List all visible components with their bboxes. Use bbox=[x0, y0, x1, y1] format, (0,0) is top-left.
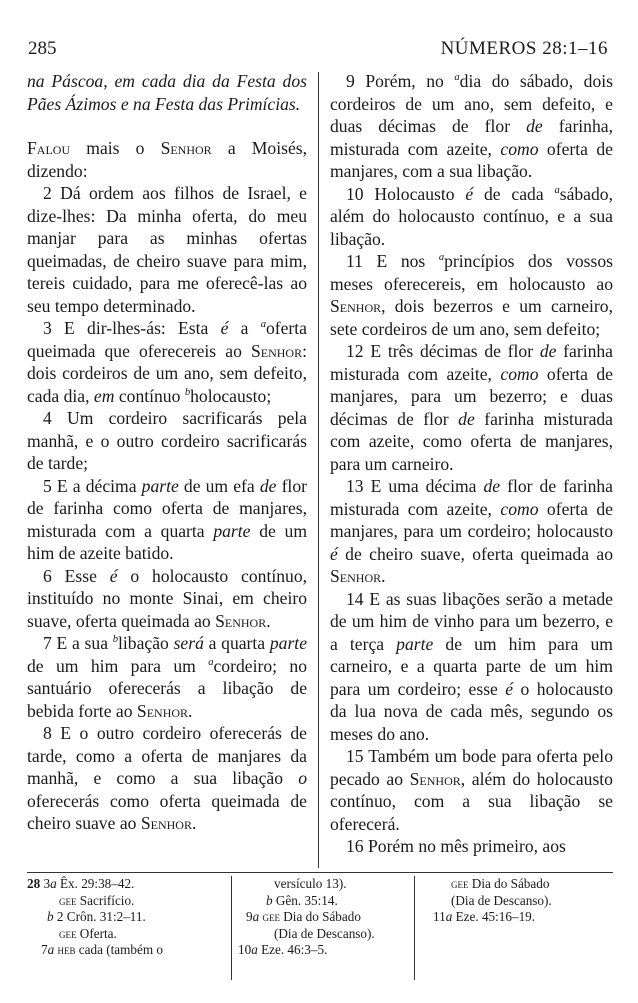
footnote-line: 28 3a Êx. 29:38–42. bbox=[27, 876, 135, 891]
footnote-line: b 2 Crôn. 31:2–11. bbox=[47, 909, 146, 925]
footnotes-column-1 bbox=[27, 876, 227, 959]
footnote-line: versículo 13). bbox=[274, 876, 347, 891]
verse-15: 15 Também um bode para oferta pelo pecado ao Senhor, além do holocausto contínuo, com a sua libação se oferecerá. bbox=[330, 746, 613, 834]
footnote-rule bbox=[27, 872, 613, 873]
verse-10: 10 Holocausto é de cada $^a$sábado, além do holocausto contínuo, e a sua libação. bbox=[330, 183, 613, 249]
verse-13: 13 E uma décima de flor de farinha misturada com azeite, como oferta de manjares, para um cordeiro; holocausto é de cheiro suave, oferta queimada ao Senhor. bbox=[330, 476, 613, 586]
verse-4: 4 Um cordeiro sacrificarás pela manhã, e o outro cordeiro sacrificarás de tarde; bbox=[27, 408, 307, 473]
footnote-line: 10a Eze. 46:3–5. bbox=[238, 942, 328, 958]
footnote-line: gee Dia do Sábado bbox=[451, 876, 550, 891]
verse-3: 3 E dir-lhes-ás: Esta é a $^a$oferta queimada que oferecereis ao Senhor: dois cordeiros de um ano, sem defeito, cada dia, em contínuo $^b$holocausto; bbox=[27, 318, 307, 406]
footnote-line: gee Sacrifício. bbox=[59, 892, 135, 908]
verse-2: 2 Dá ordem aos filhos de Israel, e dize-lhes: Da minha oferta, do meu manjar para as minhas ofertas queimadas, de cheiro suave para mim, tereis cuidado, para me oferecê-las ao seu tempo determinado. bbox=[27, 183, 307, 316]
footnote-line: 9a gee Dia do Sábado bbox=[246, 909, 361, 925]
footnote-line: b Gên. 35:14. bbox=[266, 892, 338, 908]
verse-11: 11 E nos $^a$princípios dos vossos meses oferecereis, em holocausto ao Senhor, dois bezerros e um carneiro, sete cordeiros de um ano, sem defeito; bbox=[330, 251, 613, 339]
verse-12: 12 E três décimas de flor de farinha misturada com azeite, como oferta de manjares, para um bezerro; e duas décimas de flor de farinha misturada com azeite, como oferta de manjares, para um carneiro. bbox=[330, 341, 613, 474]
verse-14: 14 E as suas libações serão a metade de um him de vinho para um bezerro, e a terça parte de um him para um carneiro, e a quarta parte de um him para um cordeiro; esse é o holocausto da lua nova de cada mês, segundo os meses do ano. bbox=[330, 588, 613, 744]
footnote-line: 11a Eze. 45:16–19. bbox=[433, 909, 536, 925]
page-number: 285 bbox=[28, 38, 57, 59]
chapter-intro: na Páscoa, em cada dia da Festa dos Pães Ázimos e na Festa das Primícias. bbox=[27, 71, 307, 114]
footnote-divider bbox=[231, 876, 232, 980]
footnotes-column-3 bbox=[423, 876, 613, 926]
column-divider bbox=[318, 72, 319, 868]
footnote-line: (Dia de Descanso). bbox=[451, 892, 552, 908]
verse-16: 16 Porém no mês primeiro, aos bbox=[346, 836, 566, 856]
text-column-right bbox=[330, 70, 613, 858]
footnote-line: gee Oferta. bbox=[59, 925, 117, 941]
verse-5: 5 E a décima parte de um efa de flor de farinha como oferta de manjares, misturada com a quarta parte de um him de azeite batido. bbox=[27, 475, 307, 563]
verse-6: 6 Esse é o holocausto contínuo, instituído no monte Sinai, em cheiro suave, oferta queimada ao Senhor. bbox=[27, 565, 308, 631]
footnote-line: 7a heb cada (também o bbox=[41, 942, 163, 958]
verse-1: Falou mais o Senhor a Moisés, dizendo: bbox=[27, 138, 307, 181]
verse-9: 9 Porém, no $^a$dia do sábado, dois cordeiros de um ano, sem defeito, e duas décimas de flor de farinha, misturada com azeite, como oferta de manjares, com a sua libação. bbox=[330, 71, 613, 181]
verse-7: 7 E a sua $^b$libação será a quarta parte de um him para um $^a$cordeiro; no santuário oferecerás a libação de bebida forte ao Senhor. bbox=[27, 633, 307, 721]
text-column-left bbox=[27, 70, 307, 835]
footnotes-column-2 bbox=[238, 876, 414, 959]
verse-8: 8 E o outro cordeiro oferecerás de tarde, como a oferta de manjares da manhã, e como a sua libação o oferecerás como oferta queimada de cheiro suave ao Senhor. bbox=[27, 723, 307, 833]
footnote-divider bbox=[414, 876, 415, 980]
footnote-line: (Dia de Descanso). bbox=[274, 925, 375, 941]
running-header: NÚMEROS 28:1–16 bbox=[440, 38, 608, 59]
